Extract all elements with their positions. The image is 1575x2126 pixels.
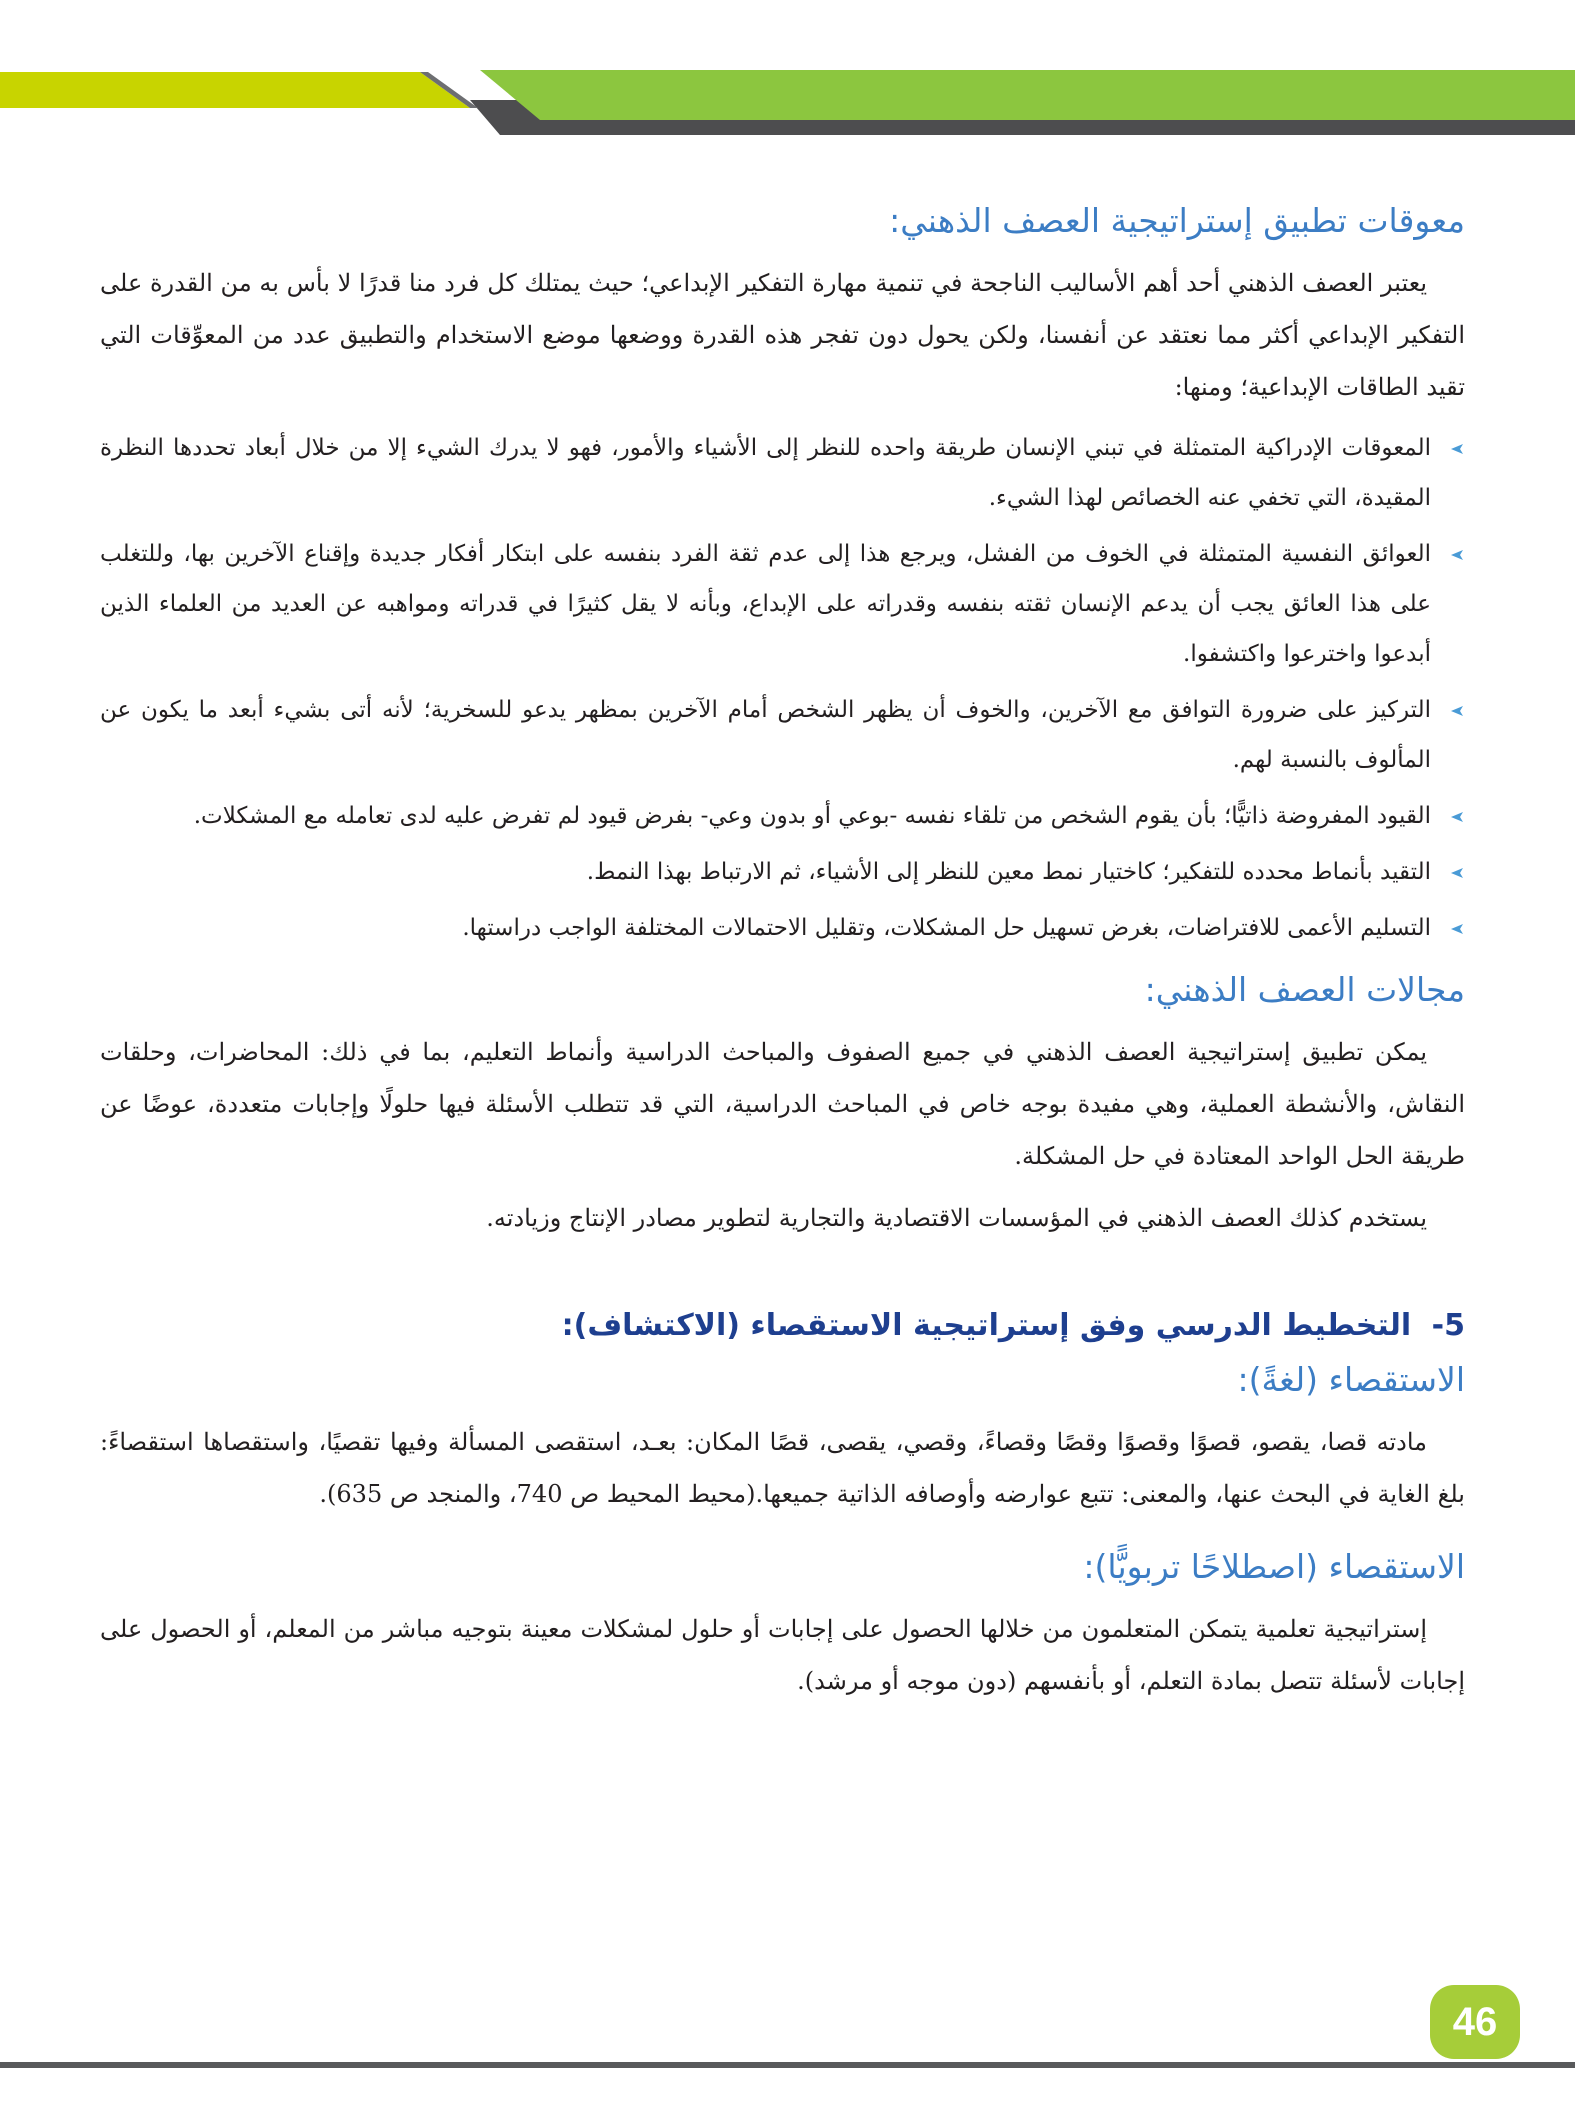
banner-green-stripe — [480, 70, 1575, 120]
arrow-bullet-icon — [1451, 444, 1463, 454]
inquiry-term-heading: الاستقصاء (اصطلاحًا تربويًّا): — [1083, 1546, 1465, 1586]
inquiry-subheading — [100, 1306, 1465, 1345]
footer-line — [0, 2062, 1575, 2068]
banner-lime-stripe — [0, 72, 470, 108]
obstacles-intro: يعتبر العصف الذهني أحد أهم الأساليب الناجحة في تنمية مهارة التفكير الإبداعي؛ حيث يمتلك كل فرد منا قدرًا لا بأس به من القدرة على التفكير الإبداعي أكثر مما نعتقد عن أنفسنا، ولكن يحول دون تفجر هذه القدرة ووضعها موضع الاستخدام والتطبيق عدد من المعوِّقات التي تقيد الطاقات الإبداعية؛ ومنها: — [100, 268, 1465, 401]
page-number: 46 — [1430, 1985, 1520, 2059]
list-item — [100, 423, 1465, 523]
spacer — [100, 1254, 1465, 1306]
inquiry-number: 5- — [1431, 1307, 1465, 1343]
arrow-bullet-icon — [1451, 924, 1463, 934]
arrow-bullet-icon — [1451, 550, 1463, 560]
top-banner — [0, 0, 1575, 140]
inquiry-lang-text: مادته قصا، يقصو، قصوًا وقصوًا وقصًا وقصاءً، وقصي، يقصى، قصًا المكان: بعـد، استقصى المسألة وفيها تقصيًا، واستقصاها استقصاءً: بلغ الغاية في البحث عنها، والمعنى: تتبع عوارضه وأوصافه الذاتية جميعها.(محيط المحيط ص 740، والمنجد ص 635). — [100, 1427, 1465, 1508]
list-item — [100, 529, 1465, 679]
arrow-bullet-icon — [1451, 868, 1463, 878]
inquiry-lang-heading: الاستقصاء (لغةً): — [1237, 1359, 1465, 1399]
fields-paragraph-1: يمكن تطبيق إستراتيجية العصف الذهني في جميع الصفوف والمباحث الدراسية وأنماط التعليم، بما في ذلك: المحاضرات، وحلقات النقاش، والأنشطة العملية، وهي مفيدة بوجه خاص في المباحث الدراسية، التي قد تتطلب الأسئلة فيها حلولًا وإجابات متعددة، عوضًا عن طريقة الحل الواحد المعتادة في حل المشكلة. — [100, 1037, 1465, 1170]
arrow-bullet-icon — [1451, 812, 1463, 822]
list-item-text: العوائق النفسية المتمثلة في الخوف من الفشل، ويرجع هذا إلى عدم ثقة الفرد بنفسه على ابتكار أفكار جديدة وإقناع الآخرين بها، وللتغلب على هذا العائق يجب أن يدعم الإنسان ثقته بنفسه وقدراته على الإبداع، وبأنه لا يقل كثيرًا في قدراته ومواهبه عن العديد من العلماء الذين أبدعوا واخترعوا واكتشفوا. — [100, 540, 1431, 667]
list-item-text: القيود المفروضة ذاتيًّا؛ بأن يقوم الشخص من تلقاء نفسه -بوعي أو بدون وعي- بفرض قيود لم تفرض عليه لدى تعامله مع المشكلات. — [193, 802, 1431, 829]
arrow-bullet-icon — [1451, 706, 1463, 716]
spacer — [100, 1530, 1465, 1546]
list-item — [100, 903, 1465, 953]
obstacles-heading: معوقات تطبيق إستراتيجية العصف الذهني: — [889, 201, 1465, 240]
list-item-text: التقيد بأنماط محدده للتفكير؛ كاختيار نمط معين للنظر إلى الأشياء، ثم الارتباط بهذا النمط. — [586, 858, 1431, 885]
inquiry-term-text: إستراتيجية تعلمية يتمكن المتعلمون من خلالها الحصول على إجابات أو حلول لمشكلات معينة بتوجيه مباشر من المعلم، أو الحصول على إجابات لأسئلة تتصل بمادة التعلم، أو بأنفسهم (دون موجه أو مرشد). — [100, 1614, 1465, 1695]
inquiry-title: التخطيط الدرسي وفق إستراتيجية الاستقصاء (الاكتشاف): — [561, 1307, 1412, 1343]
list-item-text: التسليم الأعمى للافتراضات، بغرض تسهيل حل المشكلات، وتقليل الاحتمالات المختلفة الواجب دراستها. — [462, 914, 1431, 941]
list-item — [100, 847, 1465, 897]
fields-heading: مجالات العصف الذهني: — [1144, 969, 1465, 1009]
list-item-text: المعوقات الإدراكية المتمثلة في تبني الإنسان طريقة واحده للنظر إلى الأشياء والأمور، فهو لا يدرك الشيء إلا من خلال أبعاد تحددها النظرة المقيدة، التي تخفي عنه الخصائص لهذا الشيء. — [100, 434, 1431, 511]
list-item-text: التركيز على ضرورة التوافق مع الآخرين، والخوف أن يظهر الشخص أمام الآخرين بمظهر يدعو للسخرية؛ لأنه أتى بشيء أبعد ما يكون عن المألوف بالنسبة لهم. — [100, 696, 1431, 773]
fields-paragraph-2: يستخدم كذلك العصف الذهني في المؤسسات الاقتصادية والتجارية لتطوير مصادر الإنتاج وزيادته. — [486, 1203, 1427, 1232]
obstacles-list — [100, 423, 1465, 953]
page-content — [100, 200, 1465, 1717]
list-item — [100, 791, 1465, 841]
list-item — [100, 685, 1465, 785]
